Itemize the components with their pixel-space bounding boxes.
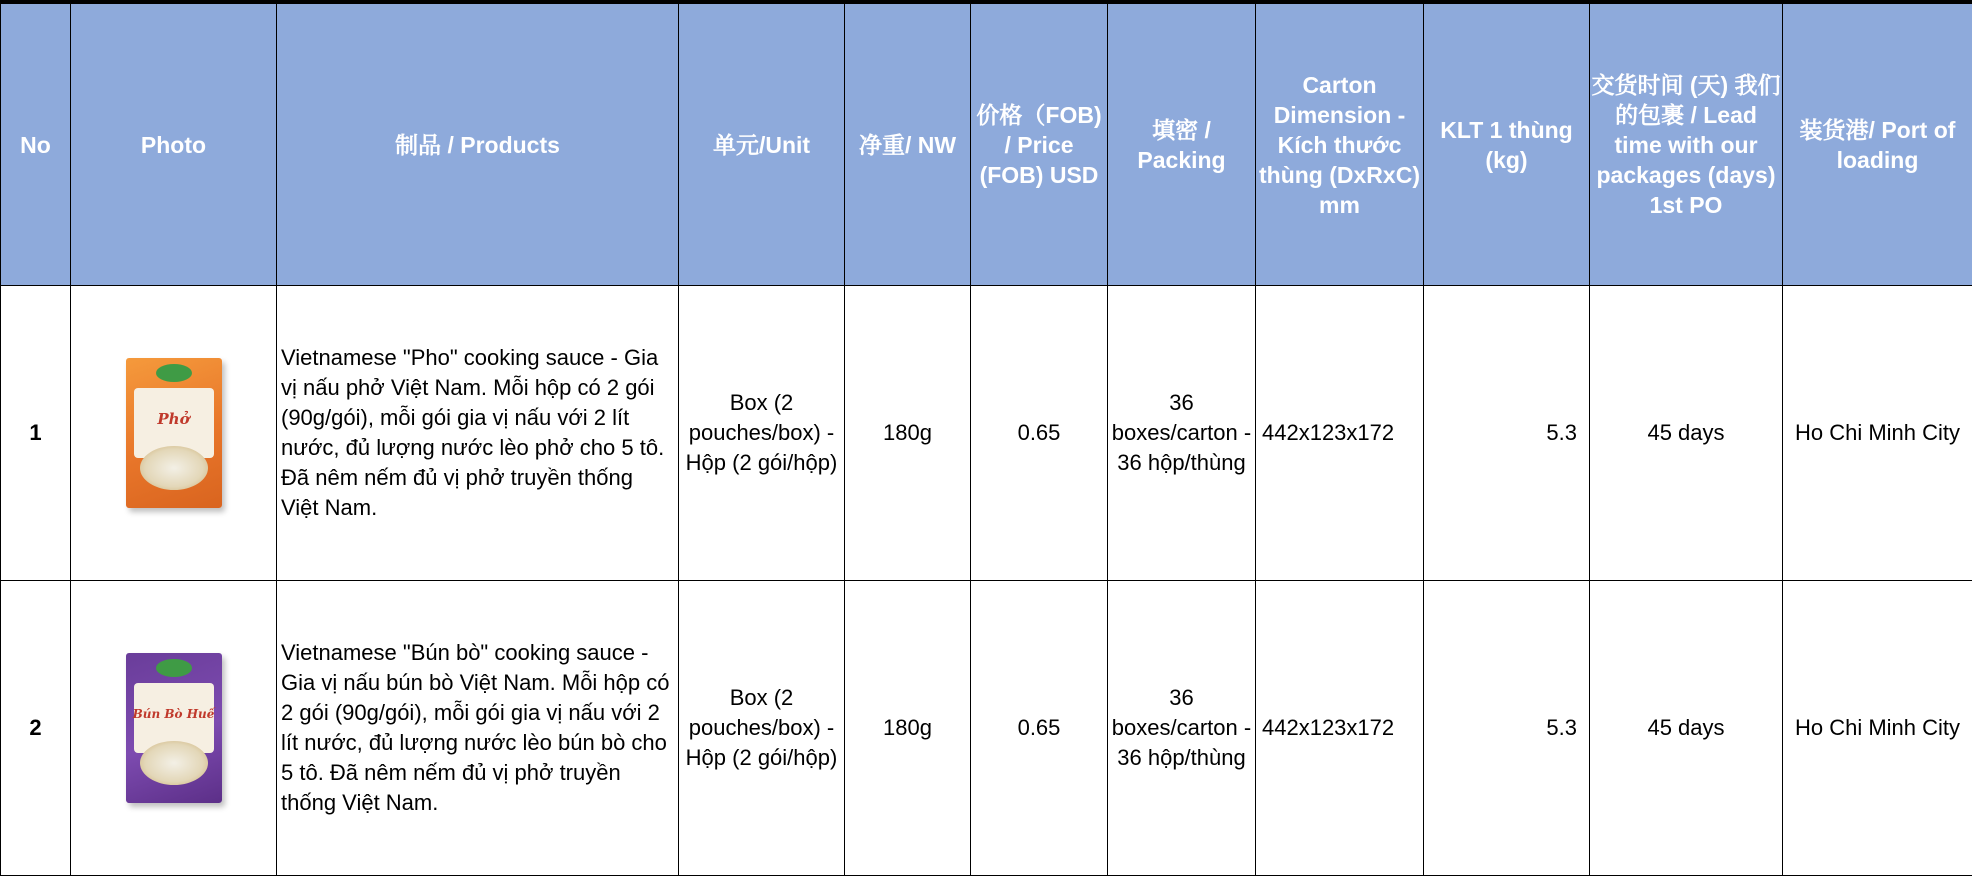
product-description[interactable]: Vietnamese "Bún bò" cooking sauce - Gia vị nấu bún bò Việt Nam. Mỗi hộp có 2 gói (90g/gói), mỗi gói gia vị nấu với 2 lít nước, đủ lượng nước lèo bún bò cho 5 tô. Đã nêm nếm đủ vị phở truyền thống Việt Nam. (277, 581, 679, 876)
header-klt[interactable]: KLT 1 thùng (kg) (1424, 2, 1590, 286)
price-cell[interactable]: 0.65 (971, 581, 1108, 876)
packing-cell[interactable]: 36 boxes/carton - 36 hộp/thùng (1108, 581, 1256, 876)
carton-cell[interactable]: 442x123x172 (1256, 286, 1424, 581)
product-description[interactable]: Vietnamese "Pho" cooking sauce - Gia vị nấu phở Việt Nam. Mỗi hộp có 2 gói (90g/gói), mỗi gói gia vị nấu với 2 lít nước, đủ lượng nước lèo phở cho 5 tô. Đã nêm nếm đủ vị phở truyền thống Việt Nam. (277, 286, 679, 581)
pho-sauce-box-icon (126, 358, 222, 508)
header-port[interactable]: 装货港/ Port of loading (1783, 2, 1972, 286)
lead-time-cell[interactable]: 45 days (1590, 581, 1783, 876)
header-no[interactable]: No (1, 2, 71, 286)
header-price[interactable]: 价格（FOB) / Price (FOB) USD (971, 2, 1108, 286)
box-label: Bún Bò Huế (126, 705, 222, 723)
port-cell[interactable]: Ho Chi Minh City (1783, 581, 1972, 876)
header-lead-time[interactable]: 交货时间 (天) 我们的包裹 / Lead time with our packages (days) 1st PO (1590, 2, 1783, 286)
bun-bo-hue-sauce-box-icon (126, 653, 222, 803)
row-number[interactable]: 1 (1, 286, 71, 581)
table-row (1, 581, 1972, 876)
header-carton-dimension[interactable]: Carton Dimension - Kích thước thùng (DxRxC) mm (1256, 2, 1424, 286)
price-cell[interactable]: 0.65 (971, 286, 1108, 581)
header-nw[interactable]: 净重/ NW (845, 2, 971, 286)
packing-cell[interactable]: 36 boxes/carton - 36 hộp/thùng (1108, 286, 1256, 581)
header-unit[interactable]: 单元/Unit (679, 2, 845, 286)
klt-cell[interactable]: 5.3 (1424, 581, 1590, 876)
lead-time-cell[interactable]: 45 days (1590, 286, 1783, 581)
table-row (1, 286, 1972, 581)
port-cell[interactable]: Ho Chi Minh City (1783, 286, 1972, 581)
header-products[interactable]: 制品 / Products (277, 2, 679, 286)
nw-cell[interactable]: 180g (845, 581, 971, 876)
carton-cell[interactable]: 442x123x172 (1256, 581, 1424, 876)
klt-cell[interactable]: 5.3 (1424, 286, 1590, 581)
unit-cell[interactable]: Box (2 pouches/box) - Hộp (2 gói/hộp) (679, 286, 845, 581)
header-photo[interactable]: Photo (71, 2, 277, 286)
box-label: Phở (126, 410, 222, 428)
nw-cell[interactable]: 180g (845, 286, 971, 581)
unit-cell[interactable]: Box (2 pouches/box) - Hộp (2 gói/hộp) (679, 581, 845, 876)
header-row (1, 2, 1972, 286)
header-packing[interactable]: 填密 / Packing (1108, 2, 1256, 286)
row-number[interactable]: 2 (1, 581, 71, 876)
photo-cell[interactable] (71, 581, 277, 876)
photo-cell[interactable] (71, 286, 277, 581)
